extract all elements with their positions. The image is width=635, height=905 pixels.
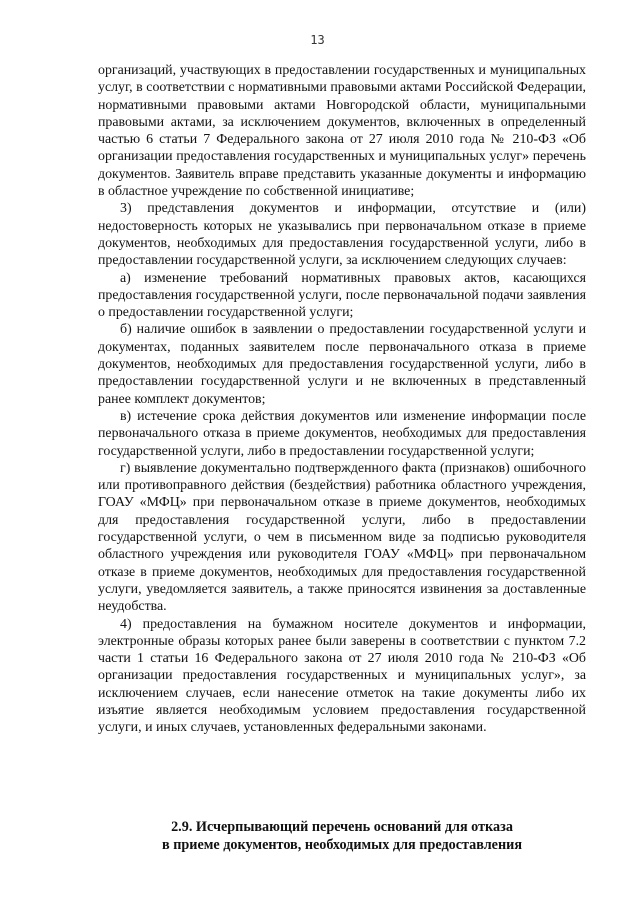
paragraph-item-b: б) наличие ошибок в заявлении о предоставлении государственной услуги и документах, поданных заявителем после первоначального отказа в приеме документов, необходимых для предоставления государственной услуги, либо в предоставлении государственной услуги и не включенных в представленный ранее комплект документов; [98,322,586,407]
paragraph-item-3: 3) представления документов и информации, отсутствие и (или) недостоверность которых не указывались при первоначальном отказе в приеме документов, необходимых для предоставления государственной услуги, либо в предоставлении государственной услуги, за исключением следующих случаев: [98,201,586,269]
paragraph-continuation: организаций, участвующих в предоставлении государственных и муниципальных услуг, в соответствии с нормативными правовыми актами Российской Федерации, нормативными правовыми актами Новгородской области, муниципальными правовыми актами, за исключением документов, включенных в определенный частью 6 статьи 7 Федерального закона от 27 июля 2010 года № 210-ФЗ «Об организации предоставления государственных и муниципальных услуг» перечень документов. Заявитель вправе представить указанные документы и информацию в областное учреждение по собственной инициативе; [98,63,586,200]
page-number: 13 [310,33,325,47]
paragraph-item-g: г) выявление документально подтвержденного факта (признаков) ошибочного или противоправного действия (бездействия) работника областного учреждения, ГОАУ «МФЦ» при первоначальном отказе в приеме документов, необходимых для предоставления государственной услуги, либо в предоставлении государственной услуги, о чем в письменном виде за подписью руководителя областного учреждения или руководителя ГОАУ «МФЦ» при первоначальном отказе в приеме документов, необходимых для предоставления государственной услуги, уведомляется заявитель, а также приносятся извинения за доставленные неудобства. [98,460,586,615]
section-heading-line-1: 2.9. Исчерпывающий перечень оснований для отказа [171,819,513,835]
document-body [98,62,586,737]
paragraph-item-4: 4) предоставления на бумажном носителе документов и информации, электронные образы которых ранее были заверены в соответствии с пунктом 7.2 части 1 статьи 16 Федерального закона от 27 июля 2010 года № 210-ФЗ «Об организации предоставления государственных и муниципальных услуг», за исключением случаев, если нанесение отметок на такие документы либо их изъятие является необходимым условием предоставления государственной услуги, и иных случаев, установленных федеральными законами. [98,616,586,736]
paragraph-item-v: в) истечение срока действия документов или изменение информации после первоначального отказа в приеме документов, необходимых для предоставления государственной услуги, либо в предоставлении государственной услуги; [98,408,586,459]
section-heading-line-2: в приеме документов, необходимых для предоставления [162,837,522,853]
section-heading [98,818,586,854]
paragraph-item-a: а) изменение требований нормативных правовых актов, касающихся предоставления государственной услуги, после первоначальной подачи заявления о предоставлении государственной услуги; [98,270,586,321]
